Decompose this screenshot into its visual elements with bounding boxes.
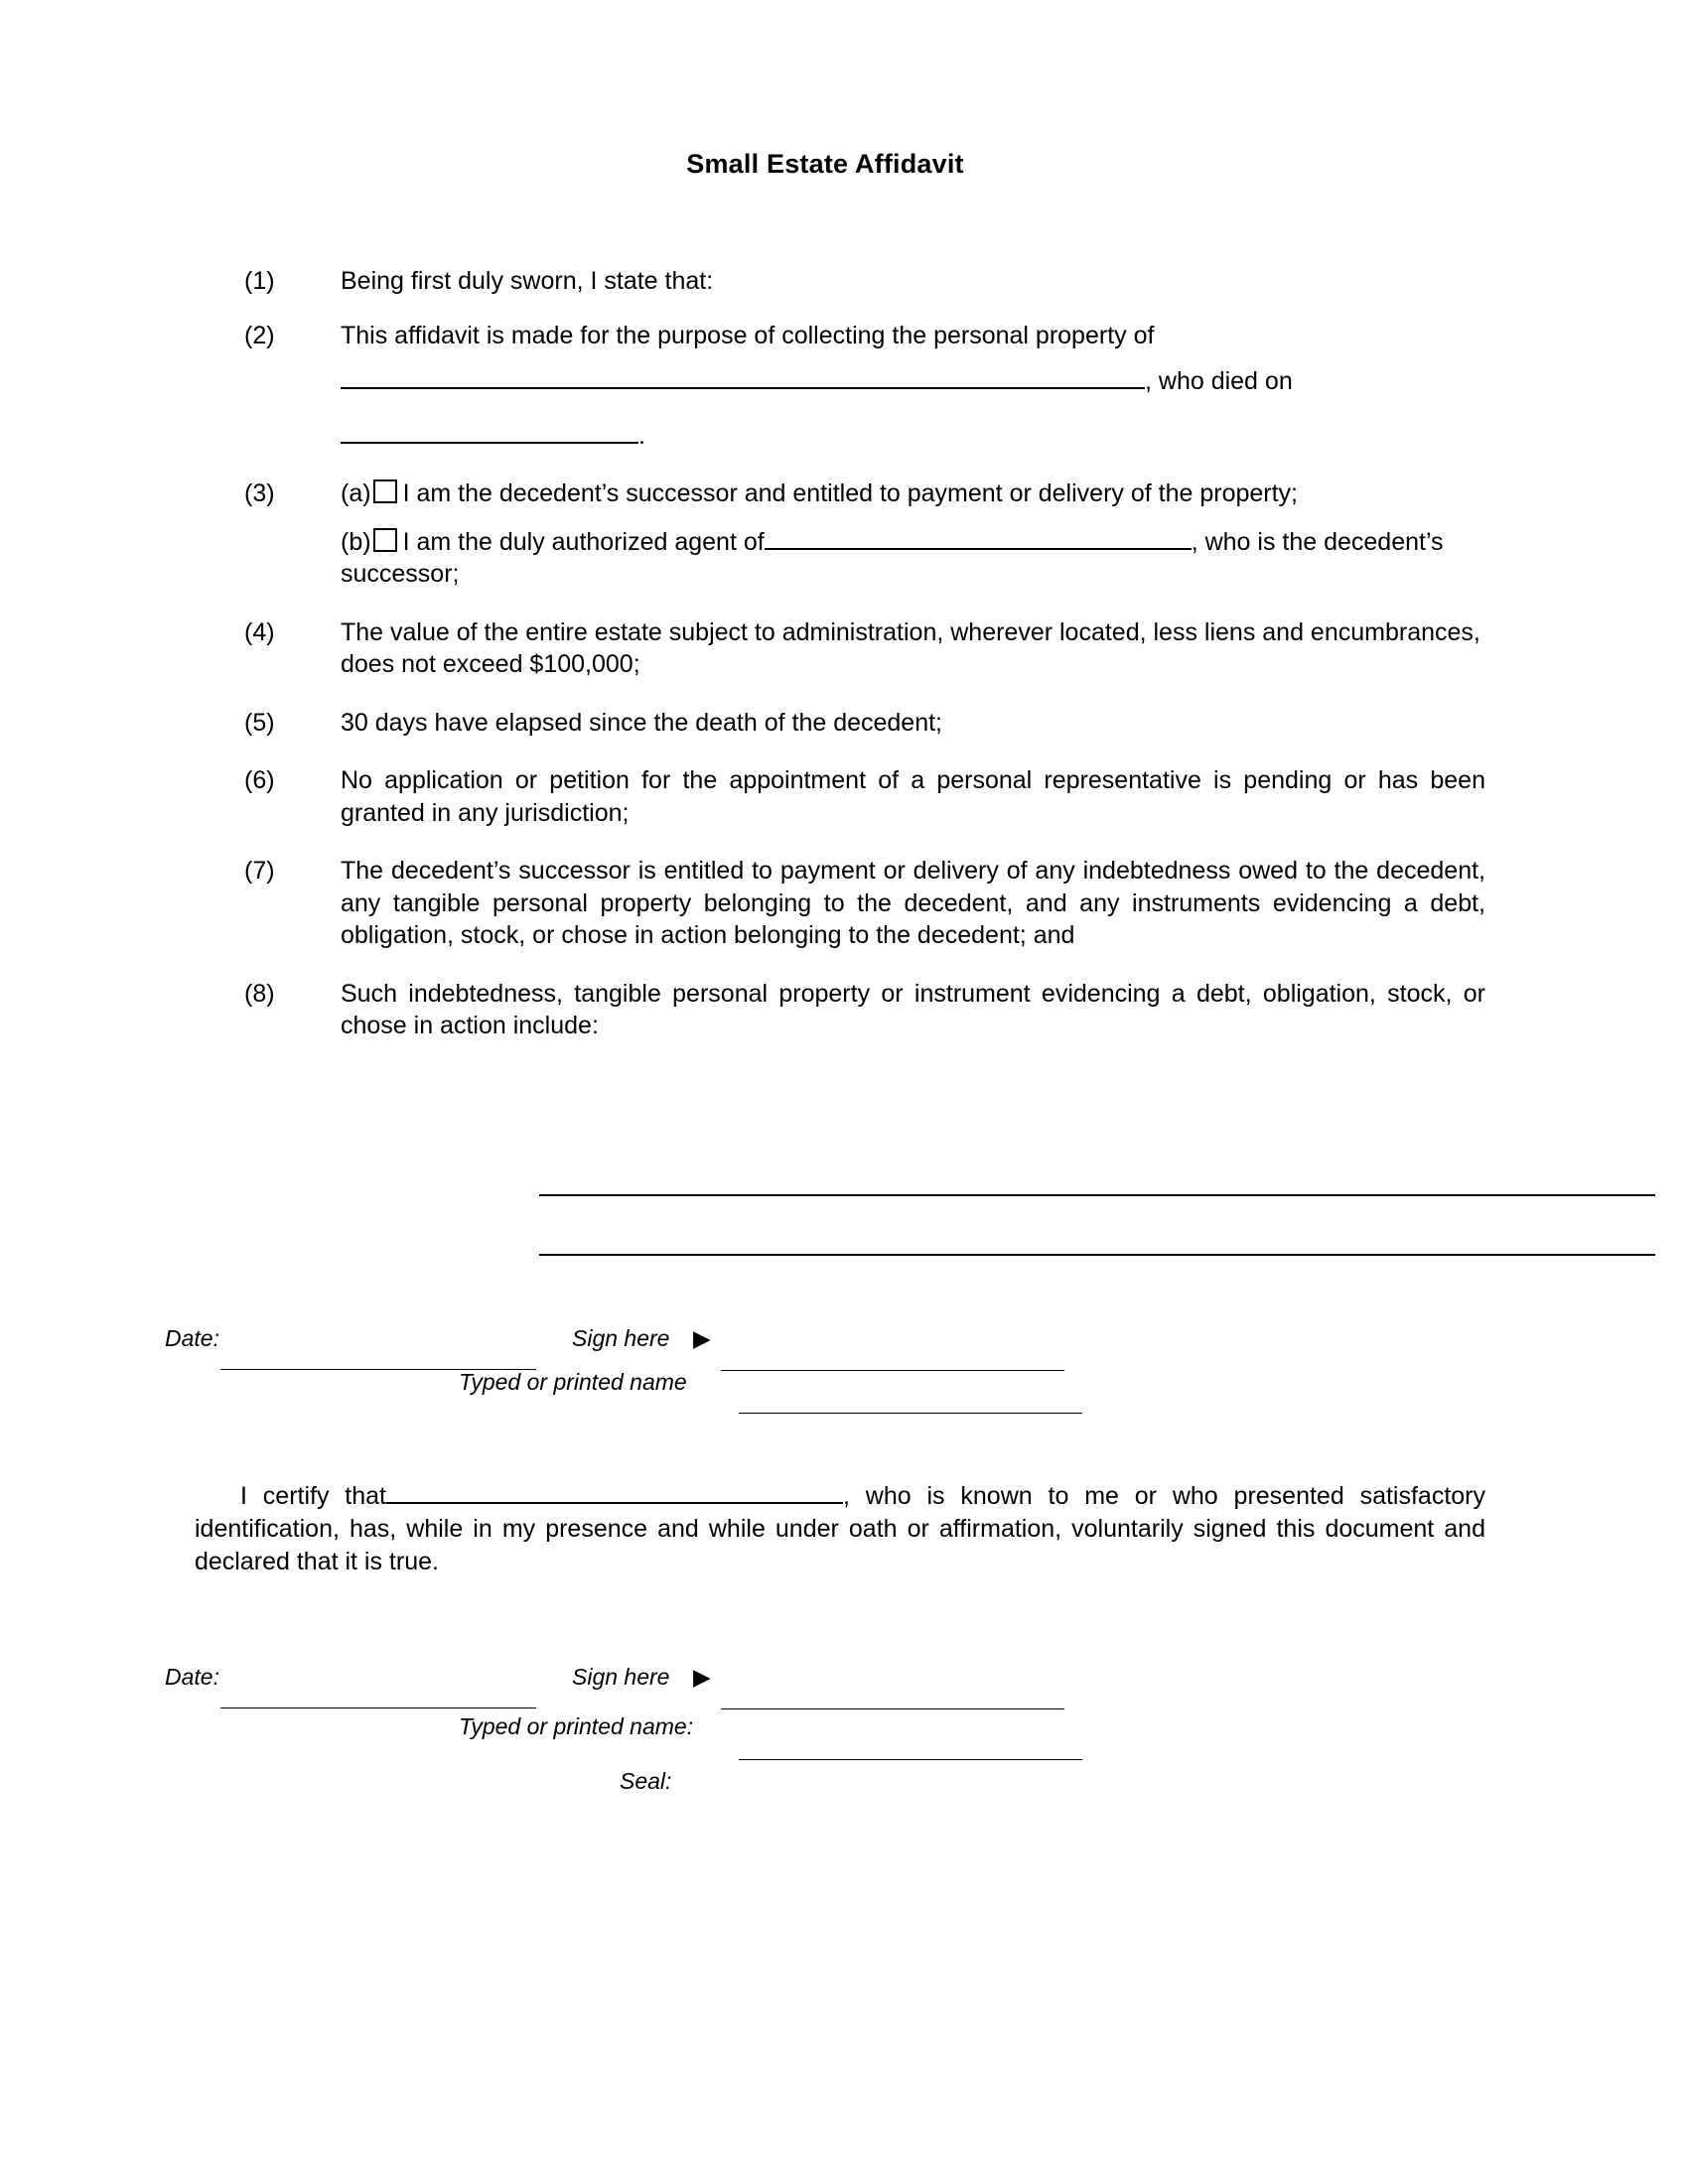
item-number: (3) xyxy=(244,479,275,507)
option-b-text-tail: , who is the decedent’s successor; xyxy=(341,527,1444,588)
option-b-label: (b) xyxy=(341,527,371,556)
list-item xyxy=(244,320,1485,453)
item-text: Being first duly sworn, I state that: xyxy=(341,267,714,295)
affiant-signature-block xyxy=(165,1324,1485,1434)
asset-description-lines xyxy=(539,1137,1655,1256)
item-text: Such indebtedness, tangible personal property or instrument evidencing a debt, obligation, stock, or chose in action include: xyxy=(341,979,1485,1039)
item-text: No application or petition for the appointment of a personal representative is pending or has been granted in any jurisdiction; xyxy=(341,766,1485,827)
list-item xyxy=(244,978,1485,1042)
date-of-death-field[interactable] xyxy=(341,442,638,444)
document-body xyxy=(165,149,1486,1852)
list-item xyxy=(244,616,1485,681)
decedent-name-field[interactable] xyxy=(341,387,1145,389)
item-text: 30 days have elapsed since the death of the decedent; xyxy=(341,708,943,737)
page-title: Small Estate Affidavit xyxy=(686,149,964,179)
certification-paragraph xyxy=(195,1480,1485,1578)
notary-typed-name-label: Typed or printed name: xyxy=(459,1712,694,1739)
item-number: (2) xyxy=(244,321,275,349)
item-text-tail: . xyxy=(638,421,645,450)
sign-here-arrow-icon: ▶ xyxy=(693,1324,711,1351)
affiant-typed-name-label: Typed or printed name xyxy=(459,1368,687,1395)
notary-typed-name-field[interactable] xyxy=(739,1759,1082,1760)
item-text xyxy=(341,320,1485,453)
option-a-label: (a) xyxy=(341,479,371,507)
affiant-sign-here-label: Sign here xyxy=(572,1324,670,1351)
option-a-text: I am the decedent’s successor and entitled to payment or delivery of the property; xyxy=(402,479,1298,507)
item-number: (8) xyxy=(244,979,275,1008)
certify-lead: I certify that xyxy=(240,1481,387,1510)
option-b-text-lead: I am the duly authorized agent of xyxy=(402,527,765,556)
item-text: The decedent’s successor is entitled to payment or delivery of any indebtedness owed to the decedent, any tangible personal property belonging to the decedent, and any instruments evidencing a debt, obligation, stock, or chose in action belonging to the decedent; and xyxy=(341,857,1485,949)
affiant-signature-field[interactable] xyxy=(721,1370,1064,1371)
signer-name-field[interactable] xyxy=(386,1502,843,1504)
option-a-row xyxy=(341,478,1485,510)
item-text: The value of the entire estate subject to administration, wherever located, less liens and encumbrances, does not exceed $100,000; xyxy=(341,617,1480,678)
list-item xyxy=(244,265,1485,298)
item-text xyxy=(341,478,1485,591)
affiant-date-label: Date: xyxy=(165,1324,219,1351)
affiant-typed-name-field[interactable] xyxy=(739,1413,1082,1414)
item-number: (6) xyxy=(244,766,275,794)
numbered-items xyxy=(244,265,1485,1042)
notary-date-field[interactable] xyxy=(220,1707,536,1708)
item-number: (5) xyxy=(244,708,275,737)
certify-tail: , who is known to me or who presented satisfactory identification, has, while in my presence and while under oath or affirmation, voluntarily signed this document and declared that it is true. xyxy=(195,1481,1486,1575)
notary-sign-here-arrow-icon: ▶ xyxy=(693,1663,711,1690)
item-number: (1) xyxy=(244,267,275,295)
item-number: (4) xyxy=(244,617,275,646)
asset-line-2[interactable] xyxy=(539,1196,1655,1256)
checkbox-authorized-agent[interactable] xyxy=(373,528,397,552)
checkbox-successor[interactable] xyxy=(373,479,397,503)
successor-name-field[interactable] xyxy=(765,548,1192,550)
item-number: (7) xyxy=(244,857,275,885)
list-item xyxy=(244,855,1485,952)
notary-signature-block xyxy=(165,1663,1485,1852)
option-b-row xyxy=(341,526,1485,591)
asset-line-1[interactable] xyxy=(539,1137,1655,1196)
notary-signature-field[interactable] xyxy=(721,1708,1064,1709)
item-text-lead: This affidavit is made for the purpose of collecting the personal property of xyxy=(341,321,1155,349)
notary-seal-label: Seal: xyxy=(620,1767,672,1794)
list-item xyxy=(244,478,1485,591)
list-item xyxy=(244,764,1485,829)
notary-sign-here-label: Sign here xyxy=(572,1663,670,1690)
list-item xyxy=(244,707,1485,740)
item-text-middle: , who died on xyxy=(1145,367,1293,395)
notary-date-label: Date: xyxy=(165,1663,219,1690)
